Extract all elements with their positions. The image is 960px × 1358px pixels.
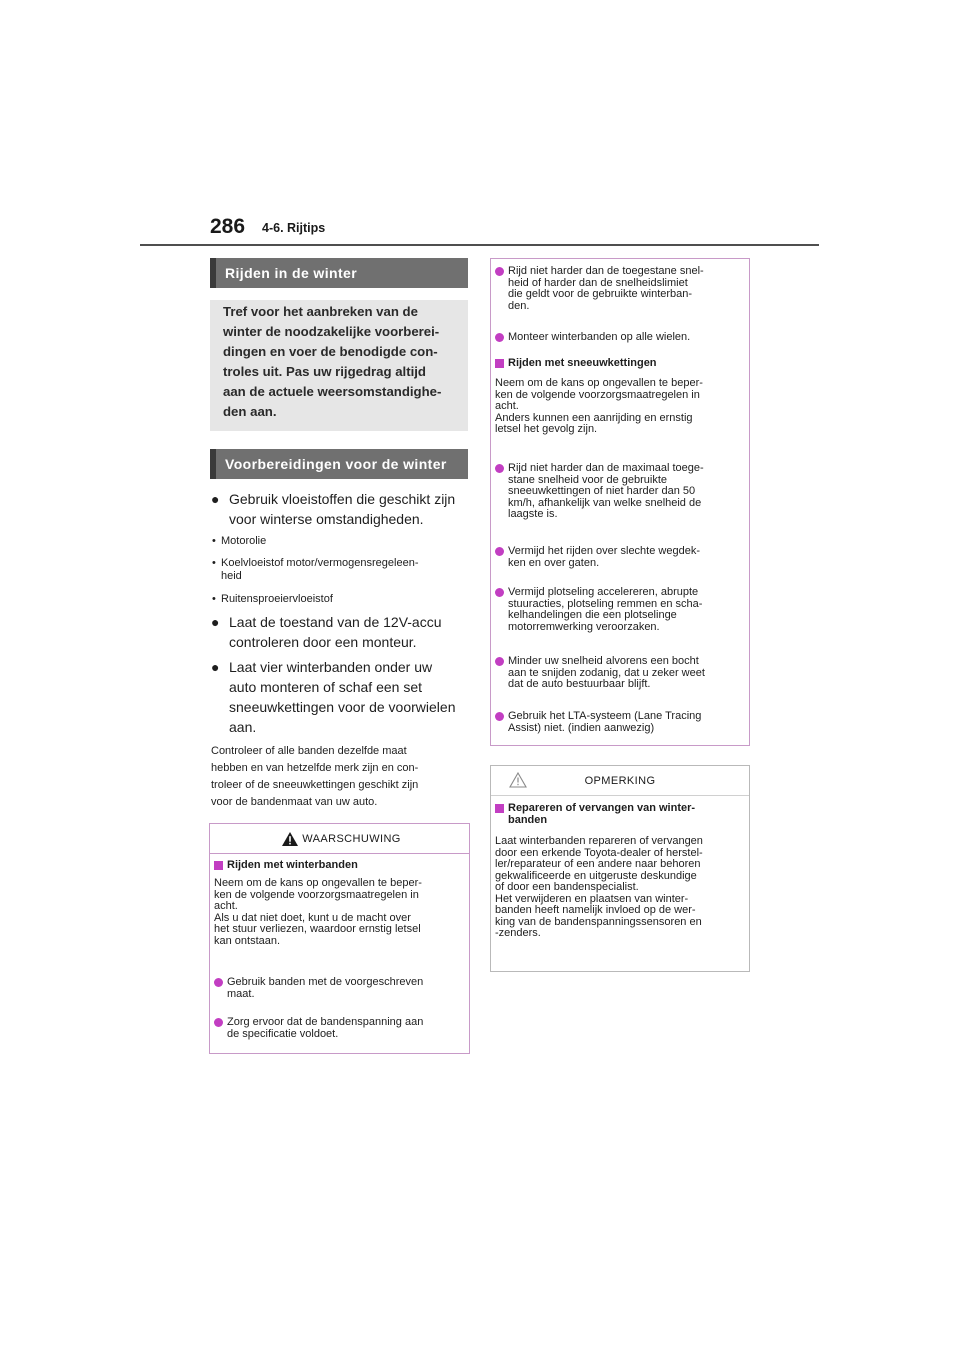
- bullet-line: voor winterse omstandigheden.: [229, 511, 424, 527]
- round-bullet-icon: [214, 1018, 223, 1027]
- intro-line: troles uit. Pas uw rijgedrag altijd: [223, 364, 426, 379]
- round-bullet-icon: [495, 657, 504, 666]
- square-bullet-icon: [495, 804, 504, 813]
- intro-line: dingen en voer de benodigde con-: [223, 344, 438, 359]
- sub-item: • Motorolie: [212, 535, 267, 547]
- warning-item: Gebruik het LTA-systeem (Lane Tracing Assist) niet. (indien aanwezig): [495, 711, 747, 734]
- bullet-icon: ●: [211, 659, 220, 675]
- tyre-paragraph: Controleer of alle banden dezelfde maat hebben en van hetzelfde merk zijn en con- troleer of de sneeuwkettingen geschikt zijn voor de bandenmaat van uw auto.: [211, 745, 419, 808]
- intro-box: [210, 300, 468, 431]
- warning-item: Rijd niet harder dan de toegestane snel- heid of harder dan de snelheidslimiet die geldt voor de gebruikte winterban- den.: [495, 266, 747, 312]
- bullet-line: Gebruik vloeistoffen die geschikt zijn: [229, 491, 456, 507]
- bullet-battery: ● Laat de toestand van de 12V-accu controleren door een monteur.: [211, 614, 442, 650]
- section-title-text: Rijden in de winter: [225, 265, 358, 281]
- warning-text: Neem om de kans op ongevallen te beper- ken de volgende voorzorgsmaatregelen in acht. Als u dat niet doet, kunt u de macht over het stuur verliezen, waardoor ernstig letsel kan ontstaan.: [214, 877, 422, 947]
- title-tab: [210, 258, 216, 288]
- round-bullet-icon: [495, 267, 504, 276]
- warning-heading: Rijden met sneeuwkettingen: [495, 358, 747, 370]
- round-bullet-icon: [214, 978, 223, 987]
- section-reference: 4-6. Rijtips: [262, 221, 326, 235]
- title-tab: [210, 449, 216, 479]
- caution-triangle-outline-icon: [509, 772, 527, 788]
- round-bullet-icon: [495, 712, 504, 721]
- bullet-fluids: [211, 489, 473, 529]
- round-bullet-icon: [495, 464, 504, 473]
- section-title-text: Voorbereidingen voor de winter: [225, 456, 447, 472]
- header-rule: [140, 244, 819, 246]
- warning-continued-box: [490, 258, 750, 746]
- bullet-icon: ●: [211, 491, 220, 507]
- warning-item: Gebruik banden met de voorgeschreven maat.: [214, 977, 466, 1000]
- warning-item: Minder uw snelheid alvorens een bocht aan te snijden zodanig, dat u zeker weet dat de auto bestuurbaar blijft.: [495, 656, 747, 691]
- page-number: 286: [210, 215, 246, 238]
- warning-box: [209, 823, 470, 1054]
- notice-label: OPMERKING: [584, 775, 656, 787]
- round-bullet-icon: [495, 333, 504, 342]
- section-title-winter: [210, 258, 468, 288]
- notice-heading: Repareren of vervangen van winter- banden: [495, 803, 747, 826]
- warning-heading: Rijden met winterbanden: [214, 860, 464, 872]
- notice-box: [490, 765, 750, 972]
- warning-text: Neem om de kans op ongevallen te beper- ken de volgende voorzorgsmaatregelen in acht. Anders kunnen een aanrijding en ernstig letsel het gevolg zijn.: [495, 377, 703, 435]
- warning-item: Vermijd plotseling accelereren, abrupte stuuracties, plotseling remmen en scha- kelhandelingen die een plotselinge motorremwerking veroorzaken.: [495, 587, 747, 633]
- sub-item: • Koelvloeistof motor/vermogensregeleen- heid: [212, 557, 419, 582]
- intro-line: winter de noodzakelijke voorberei-: [223, 324, 440, 339]
- warning-icon: [282, 832, 298, 846]
- warning-item: Monteer winterbanden op alle wielen.: [495, 332, 747, 344]
- round-bullet-icon: [495, 588, 504, 597]
- warning-header: [210, 824, 469, 854]
- bullet-icon: ●: [211, 614, 220, 630]
- section-title-preparations: [210, 449, 468, 479]
- intro-line: aan de actuele weersomstandighe-: [223, 384, 442, 399]
- warning-item: Zorg ervoor dat de bandenspanning aan de specificatie voldoet.: [214, 1017, 466, 1040]
- intro-line: Tref voor het aanbreken van de: [223, 304, 418, 319]
- bullet-tyres: ● Laat vier winterbanden onder uw auto monteren of schaf een set sneeuwkettingen voor de voorwielen aan.: [211, 659, 456, 735]
- round-bullet-icon: [495, 547, 504, 556]
- notice-text: Laat winterbanden repareren of vervangen door een erkende Toyota-dealer of herstel- ler/reparateur of een andere naar behoren gekwalificeerde en uitgeruste deskundige of door een bandenspecialist. Het verwijderen en plaatsen van winter- banden heeft namelijk invloed op de wer- king van de bandenspanningssensoren en -zenders.: [495, 835, 703, 939]
- square-bullet-icon: [495, 359, 504, 368]
- warning-item: Rijd niet harder dan de maximaal toege- stane snelheid voor de gebruikte sneeuwkettingen of niet harder dan 50 km/h, afhankelijk van welke snelheid de laagste is.: [495, 463, 747, 521]
- notice-header: [491, 766, 749, 796]
- square-bullet-icon: [214, 861, 223, 870]
- intro-line: den aan.: [223, 404, 277, 419]
- warning-item: Vermijd het rijden over slechte wegdek- ken en over gaten.: [495, 546, 747, 569]
- warning-label: WAARSCHUWING: [302, 833, 401, 845]
- sub-item: • Ruitensproeiervloeistof: [212, 593, 333, 605]
